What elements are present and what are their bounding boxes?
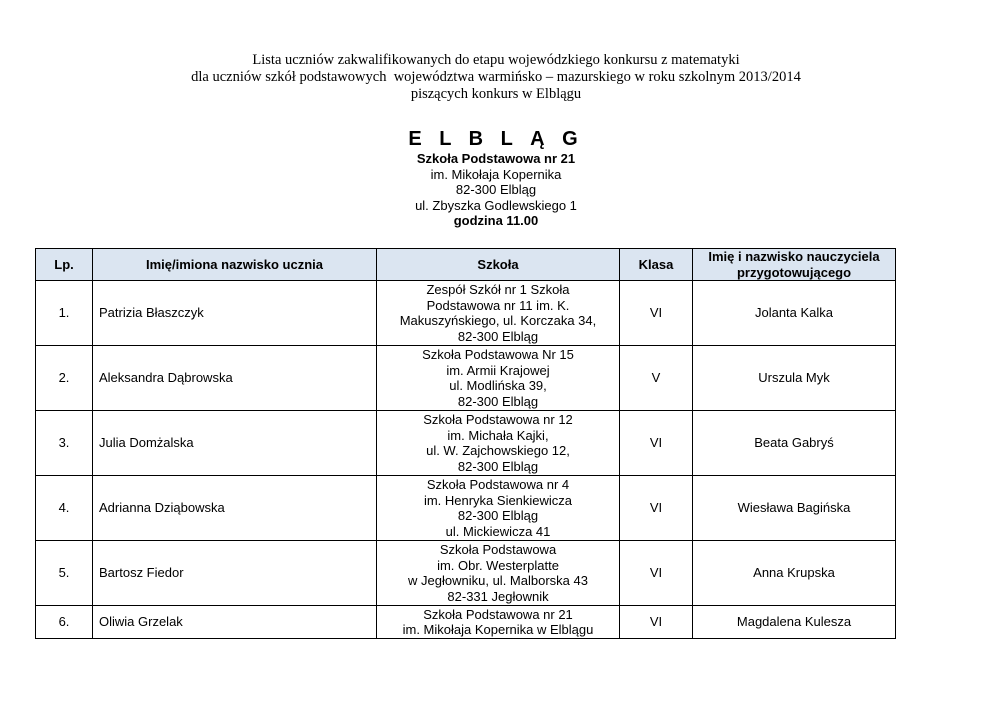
- header-line-2: dla uczniów szkół podstawowych województwa warmińsko – mazurskiego w roku szkolnym 2013/2014: [191, 69, 801, 85]
- venue-school: Szkoła Podstawowa nr 21: [416, 151, 576, 166]
- row-teacher: Anna Krupska: [693, 541, 896, 606]
- row-student-name: Julia Domżalska: [93, 411, 377, 476]
- school-line: 82-300 Elbląg: [457, 508, 539, 523]
- venue-postal: 82-300 Elbląg: [455, 182, 537, 197]
- row-teacher: Wiesława Bagińska: [693, 476, 896, 541]
- table-row: [36, 476, 896, 541]
- school-line: Szkoła Podstawowa Nr 15: [422, 347, 574, 362]
- school-line: 82-300 Elbląg: [457, 458, 539, 474]
- venue-street: ul. Zbyszka Godlewskiego 1: [415, 197, 577, 213]
- row-class: VI: [620, 606, 693, 639]
- row-school: [377, 411, 620, 476]
- school-line: 82-300 Elbląg: [457, 393, 539, 409]
- row-lp: 1.: [36, 281, 93, 346]
- row-student-name: Patrizia Błaszczyk: [93, 281, 377, 346]
- table-row: [36, 606, 896, 639]
- row-lp: 2.: [36, 346, 93, 411]
- school-line: 82-300 Elbląg: [457, 328, 539, 344]
- school-line: im. Michała Kajki,: [447, 427, 549, 443]
- school-line: im. Obr. Westerplatte: [437, 557, 559, 573]
- row-class: VI: [620, 476, 693, 541]
- row-class: V: [620, 346, 693, 411]
- row-teacher: Magdalena Kulesza: [693, 606, 896, 639]
- row-school: [377, 346, 620, 411]
- row-lp: 5.: [36, 541, 93, 606]
- row-teacher: Jolanta Kalka: [693, 281, 896, 346]
- row-class: VI: [620, 281, 693, 346]
- school-line: ul. W. Zajchowskiego 12,: [426, 443, 570, 458]
- row-lp: 6.: [36, 606, 93, 639]
- row-lp: 4.: [36, 476, 93, 541]
- school-line: 82-331 Jegłownik: [447, 588, 549, 604]
- row-school: [377, 541, 620, 606]
- school-line: im. Armii Krajowej: [446, 362, 550, 378]
- header-line-3: piszących konkurs w Elblągu: [410, 86, 582, 102]
- row-class: VI: [620, 541, 693, 606]
- school-line: w Jegłowniku, ul. Malborska 43: [408, 573, 588, 588]
- header-name: Imię/imiona nazwisko ucznia: [93, 249, 377, 281]
- table-row: [36, 541, 896, 606]
- school-line: Szkoła Podstawowa nr 21: [423, 606, 573, 622]
- school-line: Makuszyńskiego, ul. Korczaka 34,: [399, 313, 597, 328]
- row-student-name: Aleksandra Dąbrowska: [93, 346, 377, 411]
- table-row: [36, 411, 896, 476]
- row-school: [377, 281, 620, 346]
- row-teacher: Urszula Myk: [693, 346, 896, 411]
- school-line: Podstawowa nr 11 im. K.: [426, 297, 570, 313]
- document-header: [0, 52, 992, 103]
- venue-time: godzina 11.00: [453, 213, 539, 228]
- table-header-row: [36, 249, 896, 281]
- school-line: ul. Mickiewicza 41: [445, 523, 551, 539]
- row-class: VI: [620, 411, 693, 476]
- school-line: Szkoła Podstawowa nr 12: [423, 412, 573, 427]
- venue-block: [0, 151, 992, 229]
- header-line-1: Lista uczniów zakwalifikowanych do etapu wojewódzkiego konkursu z matematyki: [252, 52, 740, 68]
- students-table: [35, 248, 896, 639]
- row-school: [377, 606, 620, 639]
- row-student-name: Oliwia Grzelak: [93, 606, 377, 639]
- table-row: [36, 281, 896, 346]
- row-teacher: Beata Gabryś: [693, 411, 896, 476]
- venue-patron: im. Mikołaja Kopernika: [430, 166, 562, 182]
- header-teacher: Imię i nazwisko nauczyciela przygotowującego: [693, 249, 896, 281]
- school-line: im. Henryka Sienkiewicza: [423, 492, 573, 508]
- school-line: Szkoła Podstawowa: [439, 542, 557, 557]
- header-lp: Lp.: [36, 249, 93, 281]
- header-school: Szkoła: [377, 249, 620, 281]
- row-lp: 3.: [36, 411, 93, 476]
- school-line: Szkoła Podstawowa nr 4: [426, 477, 570, 492]
- school-line: ul. Modlińska 39,: [449, 378, 547, 393]
- row-student-name: Bartosz Fiedor: [93, 541, 377, 606]
- header-class: Klasa: [620, 249, 693, 281]
- row-school: [377, 476, 620, 541]
- row-student-name: Adrianna Dziąbowska: [93, 476, 377, 541]
- city-title: E L B L Ą G: [408, 128, 584, 150]
- table-row: [36, 346, 896, 411]
- school-line: Zespół Szkół nr 1 Szkoła: [426, 282, 570, 297]
- school-line: im. Mikołaja Kopernika w Elblągu: [402, 622, 594, 637]
